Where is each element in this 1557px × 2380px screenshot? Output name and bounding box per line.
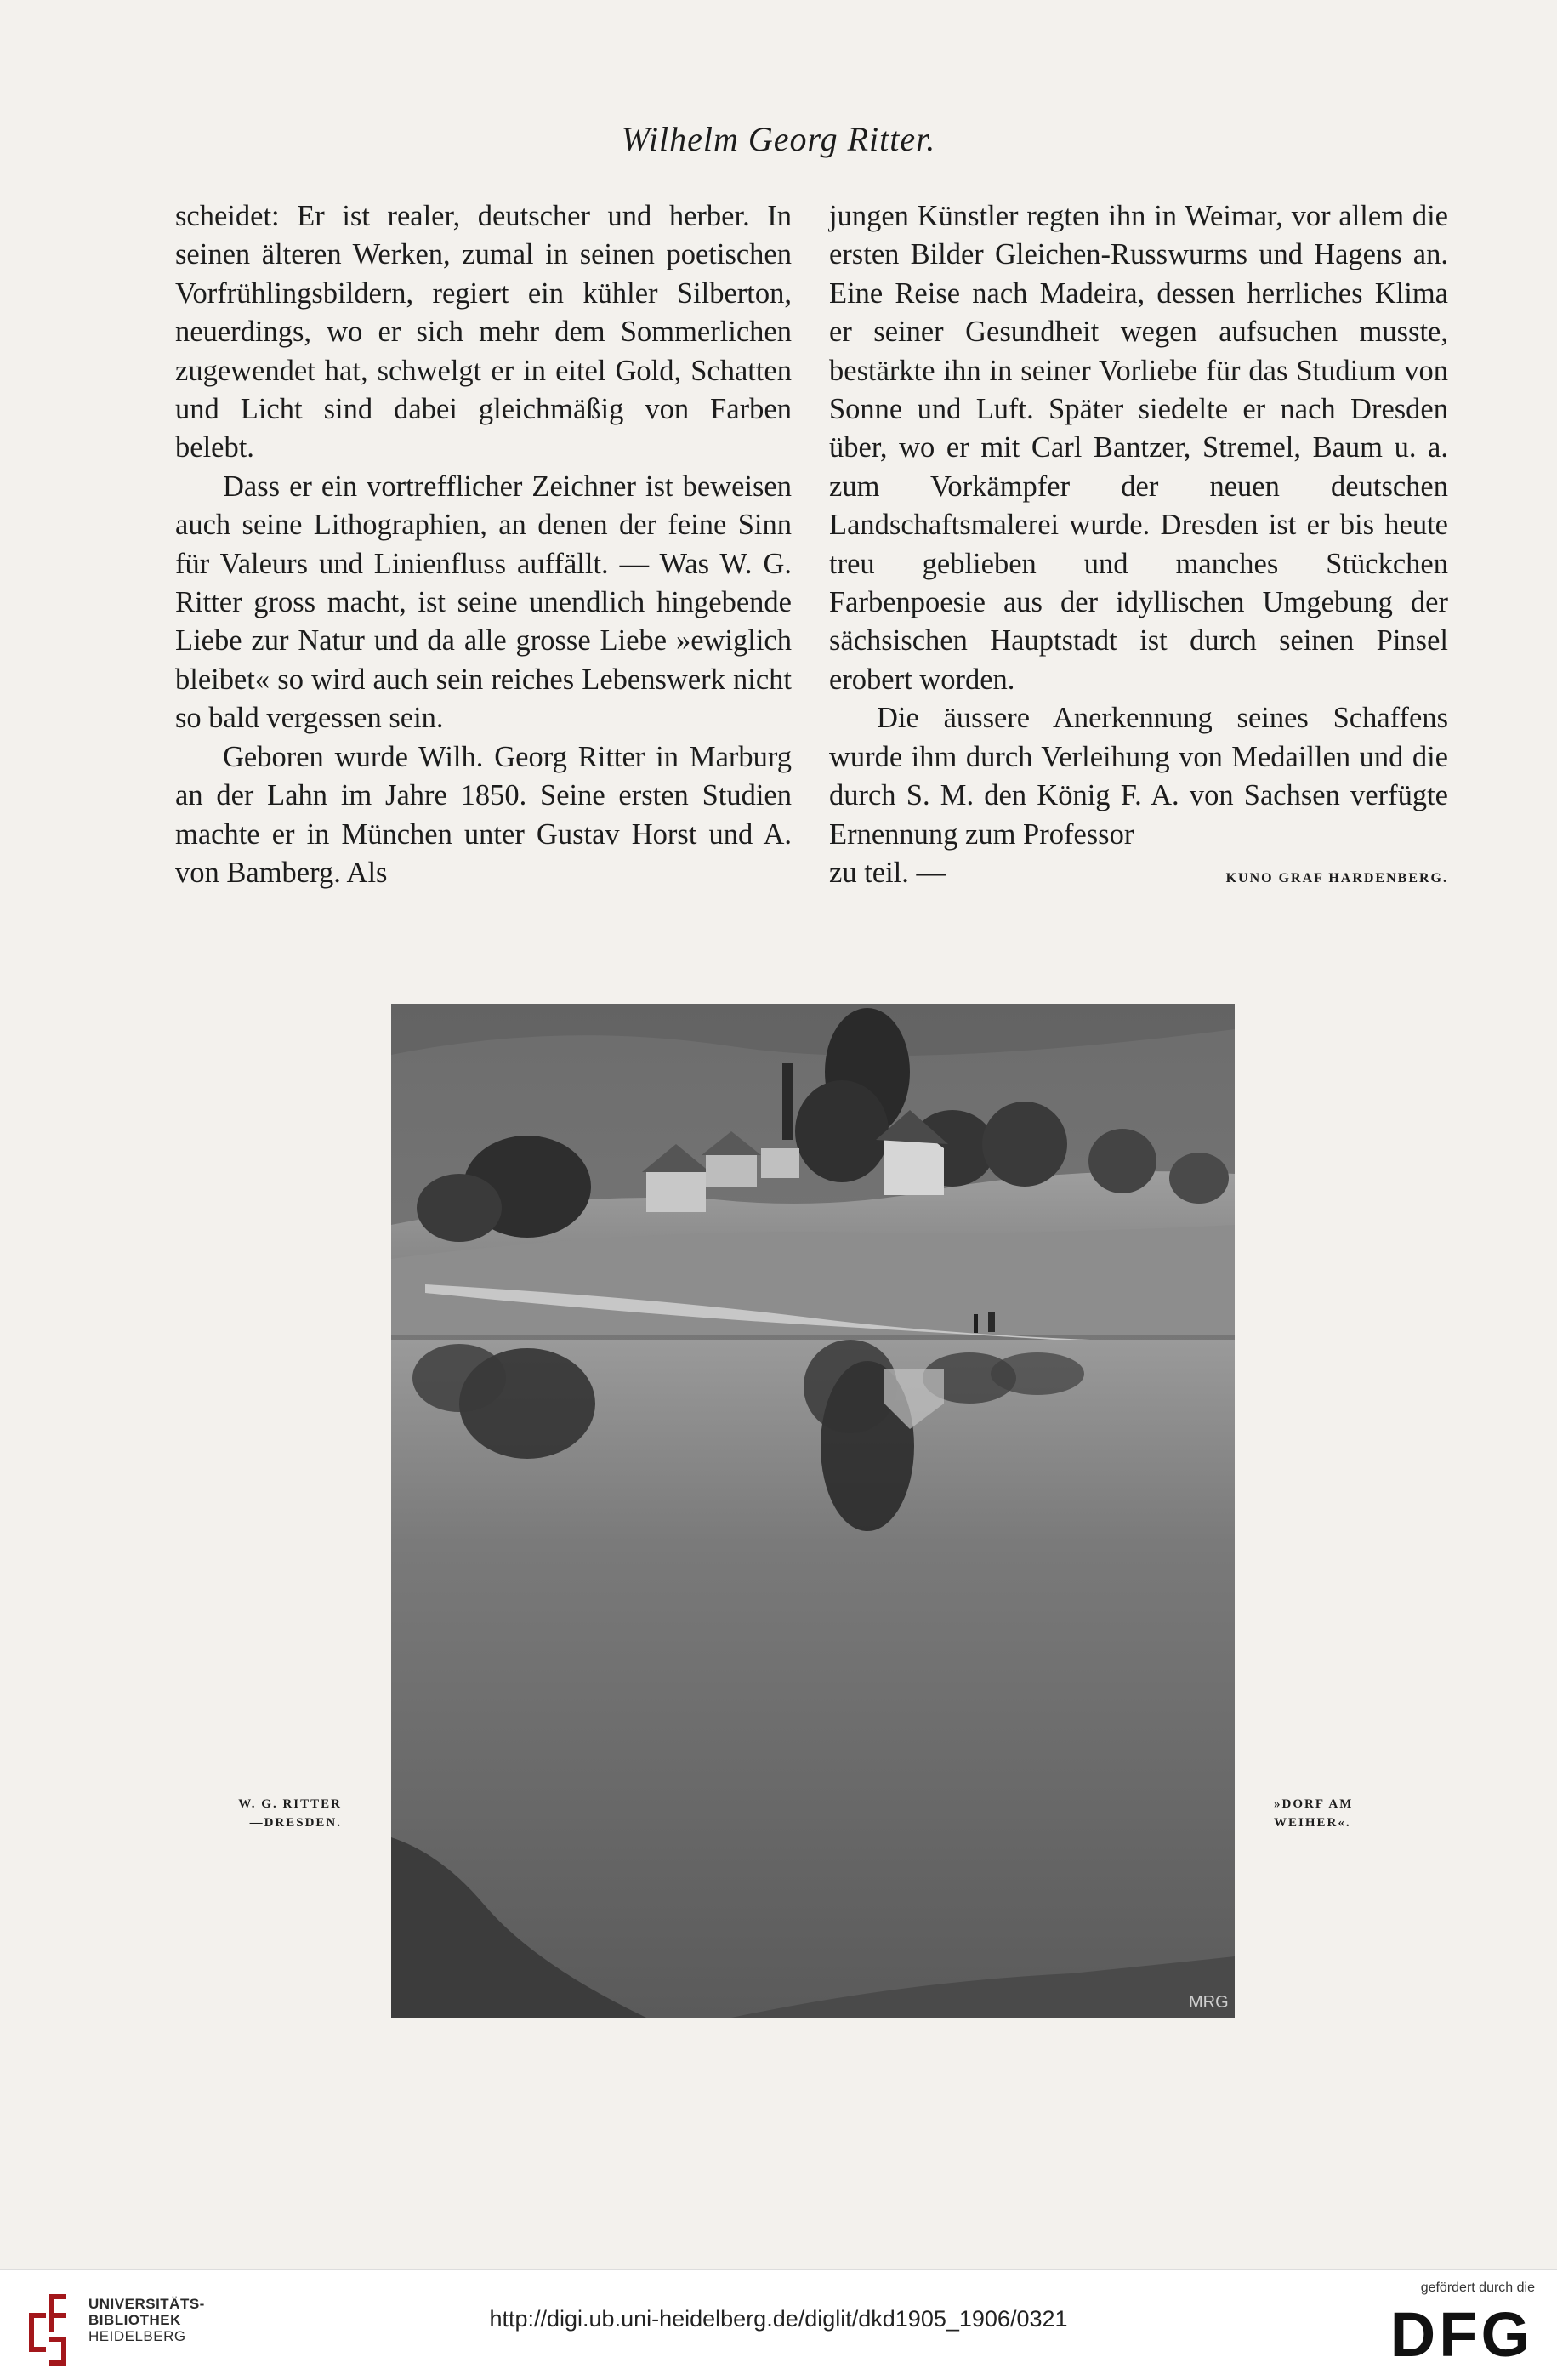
caption-artist (223, 1795, 342, 1832)
funded-by-label: gefördert durch die (1420, 2280, 1535, 2295)
caption-line: WEIHER«. (1274, 1816, 1351, 1830)
paragraph: Die äussere Anerkennung seines Schaffens wurde ihm durch Verleihung von Medaillen und die durch S. M. den König F. A. von Sachsen verfügte Ernennung zum Professor (829, 702, 1448, 851)
library-name-line: HEIDELBERG (88, 2328, 186, 2344)
paragraph: Geboren wurde Wilh. Georg Ritter in Marburg an der Lahn im Jahre 1850. Seine ersten Studien machte er in München unter Gustav Horst und A. von Bamberg. Als (175, 740, 792, 889)
paragraph: Dass er ein vortrefflicher Zeichner ist beweisen auch seine Lithographien, an denen der feine Sinn für Valeurs und Linienfluss auffällt. — Was W. G. Ritter gross macht, ist seine unendlich hingebende Liebe zur Natur und da alle grosse Liebe »ewiglich bleibet« so wird auch sein reiches Lebenswerk nicht so bald vergessen sein. (175, 470, 792, 735)
caption-line: »DORF AM (1274, 1797, 1354, 1811)
bleed-through-text (1250, 936, 1446, 1310)
caption-line: W. G. RITTER (238, 1797, 342, 1811)
text-column-left (175, 197, 792, 892)
painting-reproduction (391, 1004, 1235, 2018)
closing-line (829, 854, 1448, 897)
caption-title (1274, 1795, 1401, 1832)
paragraph: jungen Künstler regten ihn in Weimar, vor allem die ersten Bilder Gleichen-Russwurms und Hagens an. Eine Reise nach Madeira, dessen herrliches Klima er seiner Gesundheit wegen aufsuchen musste, bestärkte ihn in seiner Vorliebe für das Studium von Sonne und Luft. Später siedelte er nach Dresden über, wo er mit Carl Bantzer, Stremel, Baum u. a. zum Vorkämpfer der neuen deutschen Landschaftsmalerei wurde. Dresden ist er bis heute treu geblieben und manches Stückchen Farbenpoesie aus der idyllischen Umgebung der sächsischen Hauptstadt ist durch seinen Pinsel erobert worden. (829, 200, 1448, 696)
running-header: Wilhelm Georg Ritter. (621, 120, 936, 158)
painting-monogram: MRG (1189, 1993, 1229, 2012)
author-signature: KUNO GRAF HARDENBERG. (1225, 870, 1448, 885)
funder-logo: DFG (1389, 2299, 1533, 2370)
caption-line: —DRESDEN. (249, 1816, 342, 1830)
footer-bar (0, 2269, 1557, 2380)
paragraph-end: zu teil. — (829, 856, 946, 889)
paragraph: scheidet: Er ist realer, deutscher und herber. In seinen älteren Werken, zumal in seinen poetischen Vorfrühlingsbildern, regiert ein kühler Silberton, neuerdings, wo er sich mehr dem Sommerlichen zugewendet hat, schwelgt er in eitel Gold, Schatten und Licht sind dabei gleichmäßig von Farben belebt. (175, 200, 792, 464)
library-name-line: BIBLIOTHEK (88, 2312, 181, 2328)
village-pond-image (391, 1004, 1235, 2018)
permalink-url[interactable]: http://digi.ub.uni-heidelberg.de/diglit/dkd1905_1906/0321 (489, 2306, 1068, 2332)
text-column-right (829, 197, 1448, 897)
library-name-line: UNIVERSITÄTS- (88, 2296, 205, 2312)
